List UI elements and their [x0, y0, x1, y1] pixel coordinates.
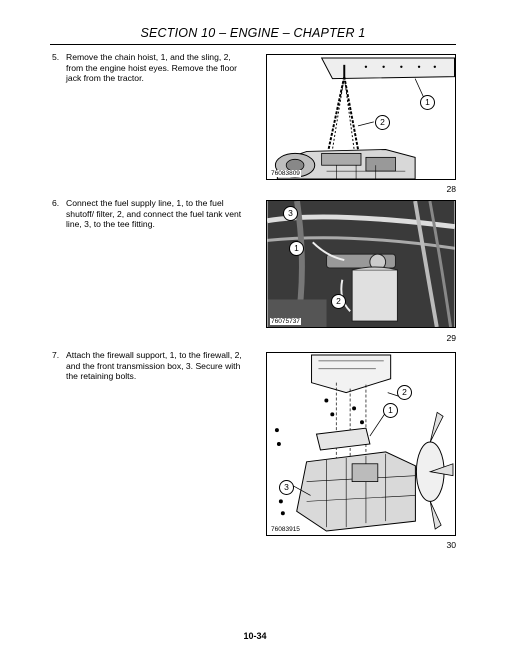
callout-3: 3	[279, 480, 294, 495]
figure-29	[266, 200, 456, 328]
callout-1: 1	[383, 403, 398, 418]
fuel-filter-photo	[267, 201, 455, 327]
figure-id: 76083915	[271, 526, 300, 533]
header-rule	[50, 44, 456, 45]
step-5	[52, 52, 248, 84]
callout-2: 2	[331, 294, 346, 309]
step-6	[52, 198, 248, 230]
figure-number: 30	[446, 540, 456, 550]
callout-2: 2	[397, 385, 412, 400]
step-number: 6.	[52, 198, 60, 208]
figure-id: 76075737	[271, 318, 300, 325]
engine-hoist-illustration	[267, 55, 455, 179]
figure-30	[266, 352, 456, 536]
firewall-support-exploded-view	[267, 353, 455, 535]
callout-1: 1	[420, 95, 435, 110]
page-number: 10-34	[243, 631, 267, 641]
callout-3: 3	[283, 206, 298, 221]
figure-number: 28	[446, 184, 456, 194]
step-7	[52, 350, 248, 382]
callout-1: 1	[289, 241, 304, 256]
figure-28	[266, 54, 456, 180]
figure-id: 76083809	[271, 170, 300, 177]
step-number: 5.	[52, 52, 60, 62]
callout-2: 2	[375, 115, 390, 130]
step-text: Connect the fuel supply line, 1, to the fuel shutoff/ filter, 2, and connect the fuel tank vent line, 3, to the tee fitting.	[66, 198, 242, 230]
figure-number: 29	[446, 333, 456, 343]
step-text: Attach the firewall support, 1, to the firewall, 2, and the front transmission box, 3. Secure with the retaining bolts.	[66, 350, 242, 382]
section-header: SECTION 10 – ENGINE – CHAPTER 1	[140, 26, 366, 40]
step-text: Remove the chain hoist, 1, and the sling, 2, from the engine hoist eyes. Remove the floor jack from the tractor.	[66, 52, 238, 84]
step-number: 7.	[52, 350, 60, 360]
